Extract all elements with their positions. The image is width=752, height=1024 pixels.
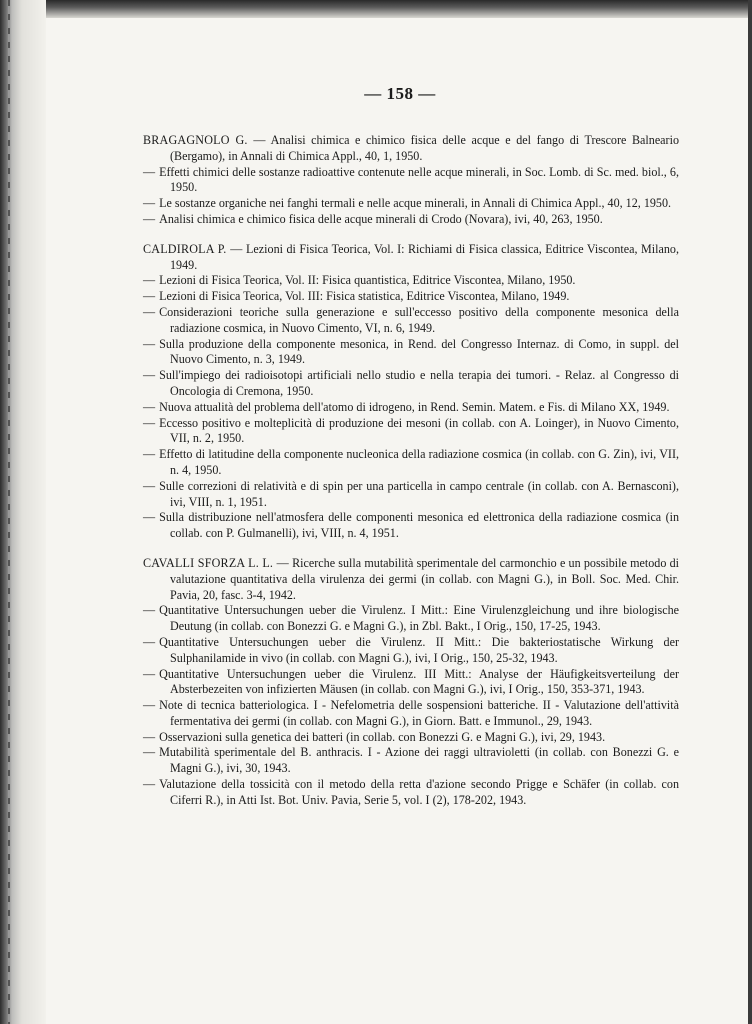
entry-text: Quantitative Untersuchungen ueber die Virulenz. I Mitt.: Eine Virulenzgleichung und ihre biologische Deutung (in collab. con Bonezzi G. e Magni G.), in Zbl. Bakt., I Orig., 150, 17-25, 1943. (159, 603, 679, 634)
dash: — (143, 745, 156, 760)
bibliography-entry (143, 510, 679, 542)
dash: — (143, 478, 156, 493)
author-block-caldirola (143, 242, 679, 542)
dash: — (143, 273, 156, 288)
bibliography-entry (143, 305, 679, 337)
bibliography-entry (143, 400, 679, 416)
bibliography-entry (143, 337, 679, 369)
entry-text: Sull'impiego dei radioisotopi artificiali nello studio e nella terapia dei tumori. - Relaz. al Congresso di Oncologia di Cremona, 1950. (159, 368, 679, 398)
entry-text: Le sostanze organiche nei fanghi termali e nelle acque minerali, in Annali di Chimica Appl., 40, 12, 1950. (159, 196, 672, 211)
dash: — (143, 289, 156, 304)
bibliography-entry (143, 196, 679, 212)
dash: — (143, 164, 156, 179)
bibliography-entry (143, 133, 679, 165)
dash: — (143, 368, 156, 383)
dash: — (143, 336, 156, 351)
bibliography-entry (143, 212, 679, 228)
dash: — (143, 415, 156, 430)
dash: — (143, 634, 156, 649)
entry-text: Quantitative Untersuchungen ueber die Virulenz. II Mitt.: Die bakteriostatische Wirkung der Sulphanilamide in vivo (in collab. con Magni G.), ivi, I Orig., 150, 25-32, 1943. (159, 634, 679, 665)
entry-text: Mutabilità sperimentale del B. anthracis. I - Azione dei raggi ultravioletti (in collab. con Bonezzi G. e Magni G.), ivi, 30, 1943. (159, 745, 679, 776)
bibliography-entry (143, 556, 679, 603)
entry-text: Lezioni di Fisica Teorica, Vol. II: Fisica quantistica, Editrice Viscontea, Milano, 1950. (159, 273, 576, 288)
page-number: — 158 — (364, 84, 436, 103)
author-name: CALDIROLA P. — (143, 241, 243, 256)
entry-text: Sulla produzione della componente mesonica, in Rend. del Congresso Internaz. di Como, in suppl. del Nuovo Cimento, n. 3, 1949. (159, 336, 679, 367)
dash: — (143, 304, 156, 319)
scan-binding-shadow (0, 0, 46, 1024)
entry-text: Analisi chimica e chimico fisica delle acque minerali di Crodo (Novara), ivi, 40, 263, 1950. (159, 211, 603, 226)
bibliography-entry (143, 479, 679, 511)
bibliography-entry (143, 165, 679, 197)
bibliography-entry (143, 635, 679, 667)
author-name: BRAGAGNOLO G. — (143, 133, 266, 147)
dash: — (143, 196, 156, 211)
dash: — (143, 698, 156, 713)
entry-text: Note di tecnica batteriologica. I - Nefelometria delle sospensioni batteriche. II - Valutazione dell'attività fermentativa dei germi (in collab. con Magni G.), in Giorn. Batt. e Immunol., 29, 1943. (159, 698, 679, 728)
dash: — (143, 510, 156, 525)
dash: — (143, 399, 156, 414)
author-block-cavalli-sforza (143, 556, 679, 809)
entry-text: Nuova attualità del problema dell'atomo di idrogeno, in Rend. Semin. Matem. e Fis. di Milano XX, 1949. (159, 399, 670, 414)
dash: — (143, 777, 156, 792)
entry-text: Sulle correzioni di relatività e di spin per una particella in campo centrale (in collab. con A. Bernasconi), ivi, VIII, n. 1, 1951. (159, 478, 679, 509)
entry-text: Eccesso positivo e molteplicità di produzione dei mesoni (in collab. con A. Loinger), in Nuovo Cimento, VII, n. 2, 1950. (159, 415, 679, 446)
dash: — (143, 447, 156, 462)
scan-edge-top (0, 0, 752, 18)
entry-text: Quantitative Untersuchungen ueber die Virulenz. III Mitt.: Analyse der Häufigkeitsverteilung der Absterbezeiten von infizierten Mäusen (in collab. con Magni G.), ivi, I Orig., 150, 353-371, 1943. (159, 666, 679, 697)
entry-text: Valutazione della tossicità con il metodo della retta d'azione secondo Prigge e Schäfer (in collab. con Ciferri R.), in Atti Ist. Bot. Univ. Pavia, Serie 5, vol. I (2), 178-202, 1943. (159, 777, 679, 807)
entry-text: Sulla distribuzione nell'atmosfera delle componenti mesonica ed elettronica della radiazione cosmica (in collab. con P. Gulmanelli), ivi, VIII, n. 4, 1951. (159, 510, 679, 541)
entry-text: Analisi chimica e chimico fisica delle acque e del fango di Trescore Balneario (Bergamo), in Annali di Chimica Appl., 40, 1, 1950. (170, 133, 679, 163)
bibliography-entry (143, 745, 679, 777)
entry-text: Ricerche sulla mutabilità sperimentale del carmonchio e un possibile metodo di valutazione quantitativa della virulenza dei germi (in collab. con Magni G.), in Boll. Soc. Med. Chir. Pavia, 20, fasc. 3-4, 1942. (170, 555, 679, 602)
dash: — (143, 211, 156, 226)
entry-text: Lezioni di Fisica Teorica, Vol. I: Richiami di Fisica classica, Editrice Viscontea, Milano, 1949. (170, 241, 679, 272)
entry-text: Osservazioni sulla genetica dei batteri (in collab. con Bonezzi G. e Magni G.), ivi, 29, 1943. (159, 729, 606, 744)
dash: — (143, 603, 156, 618)
dash: — (143, 666, 156, 681)
scan-edge-right (748, 0, 752, 1024)
entry-text: Effetto di latitudine della componente nucleonica della radiazione cosmica (in collab. con G. Zin), ivi, VII, n. 4, 1950. (159, 447, 679, 477)
bibliography-entry (143, 667, 679, 699)
dash: — (143, 729, 156, 744)
entry-text: Lezioni di Fisica Teorica, Vol. III: Fisica statistica, Editrice Viscontea, Milano, 1949. (159, 289, 570, 304)
bibliography-entry (143, 730, 679, 746)
bibliography (143, 133, 679, 823)
author-name: CAVALLI SFORZA L. L. — (143, 555, 289, 570)
bibliography-entry (143, 777, 679, 809)
bibliography-entry (143, 368, 679, 400)
bibliography-entry (143, 416, 679, 448)
author-block-bragagnolo (143, 133, 679, 228)
bibliography-entry (143, 273, 679, 289)
bibliography-entry (143, 698, 679, 730)
bibliography-entry (143, 289, 679, 305)
entry-text: Effetti chimici delle sostanze radioattive contenute nelle acque minerali, in Soc. Lomb. di Sc. med. biol., 6, 1950. (159, 164, 679, 195)
bibliography-entry (143, 242, 679, 274)
bibliography-entry (143, 447, 679, 479)
bibliography-entry (143, 603, 679, 635)
entry-text: Considerazioni teoriche sulla generazione e sull'eccesso positivo della componente mesonica della radiazione cosmica, in Nuovo Cimento, VI, n. 6, 1949. (159, 304, 679, 335)
